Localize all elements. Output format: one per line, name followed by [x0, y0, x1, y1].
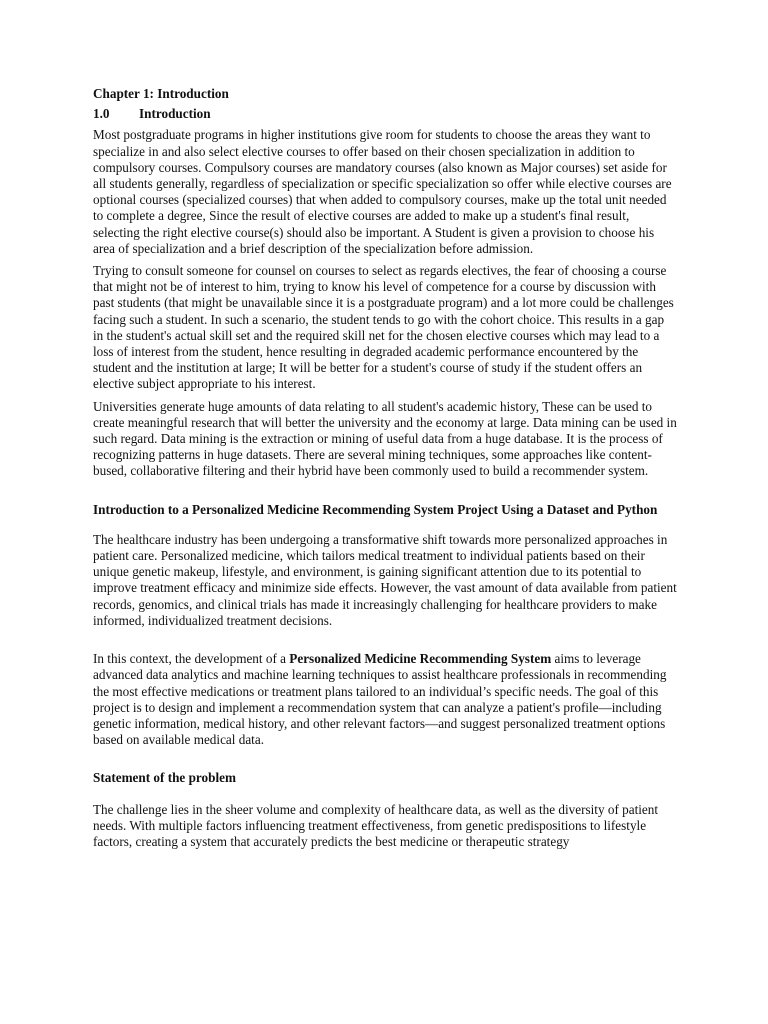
section-number: 1.0 [93, 106, 110, 122]
document-page [93, 86, 677, 856]
chapter-title: Chapter 1: Introduction [93, 86, 229, 101]
project-paragraph-2-before: In this context, the development of a [93, 651, 290, 667]
project-paragraph-2-after: aims to leverage advanced data analytics and machine learning techniques to assist healthcare professionals in recommending the most effective medications or treatment plans tailored to an individual’s specific needs. The goal of this project is to design and implement a recommendation system that can analyze a patient's profile—including genetic information, medical history, and other relevant factors—and suggest personalized treatment options based on available medical data. [93, 651, 667, 748]
intro-paragraph-2: Trying to consult someone for counsel on courses to select as regards electives, the fear of choosing a course that might not be of interest to him, trying to know his level of competence for a course by discussion with past students (that might be unavailable since it is a postgraduate program) and a lot more could be challenges facing such a student. In such a scenario, the student tends to go with the cohort choice. This results in a gap in the student's actual skill set and the required skill net for the chosen elective courses which may lead to a loss of interest from the student, hence resulting in degraded academic performance encountered by the student and the institution at large; It will be better for a student's course of study if the student offers an elective subject appropriate to his interest. [93, 263, 674, 392]
intro-paragraph-3: Universities generate huge amounts of data relating to all student's academic history, These can be used to create meaningful research that will better the university and the economy at large. Data mining can be used in such regard. Data mining is the extraction or mining of useful data from a huge database. It is the process of recognizing patterns in huge datasets. There are several mining techniques, some approaches like content-bused, collaborative filtering and their hybrid have been commonly used to build a recommender system. [93, 398, 677, 479]
problem-heading: Statement of the problem [93, 770, 236, 786]
project-paragraph-2 [93, 651, 677, 748]
intro-paragraph-1: Most postgraduate programs in higher institutions give room for students to choose the areas they want to specialize in and also select elective courses to offer based on their chosen specialization in addition to compulsory courses. Compulsory courses are mandatory courses (also known as Major courses) set aside for all students generally, regardless of specialization or specific specialization so offer while elective courses are optional courses (specialized courses) that when added to compulsory courses, make up the total unit needed to complete a degree, Since the result of elective courses are added to make up a student's final result, selecting the right elective course(s) should also be important. A Student is given a provision to choose his area of specialization and a brief description of the specialization before admission. [93, 127, 672, 256]
section-heading [93, 106, 677, 122]
project-heading: Introduction to a Personalized Medicine Recommending System Project Using a Dataset and Python [93, 501, 658, 517]
section-title: Introduction [139, 106, 211, 122]
problem-paragraph: The challenge lies in the sheer volume and complexity of healthcare data, as well as the diversity of patient needs. With multiple factors influencing treatment effectiveness, from genetic predispositions to lifestyle factors, creating a system that accurately predicts the best medicine or therapeutic strategy [93, 801, 659, 849]
system-name-bold: Personalized Medicine Recommending System [289, 651, 552, 667]
project-paragraph-1: The healthcare industry has been undergoing a transformative shift towards more personalized approaches in patient care. Personalized medicine, which tailors medical treatment to individual patients based on their unique genetic makeup, lifestyle, and environment, is gaining significant attention due to its potential to improve treatment efficacy and minimize side effects. However, the vast amount of data available from patient records, genomics, and clinical trials has made it increasingly challenging for healthcare providers to make informed, individualized treatment decisions. [93, 531, 677, 628]
